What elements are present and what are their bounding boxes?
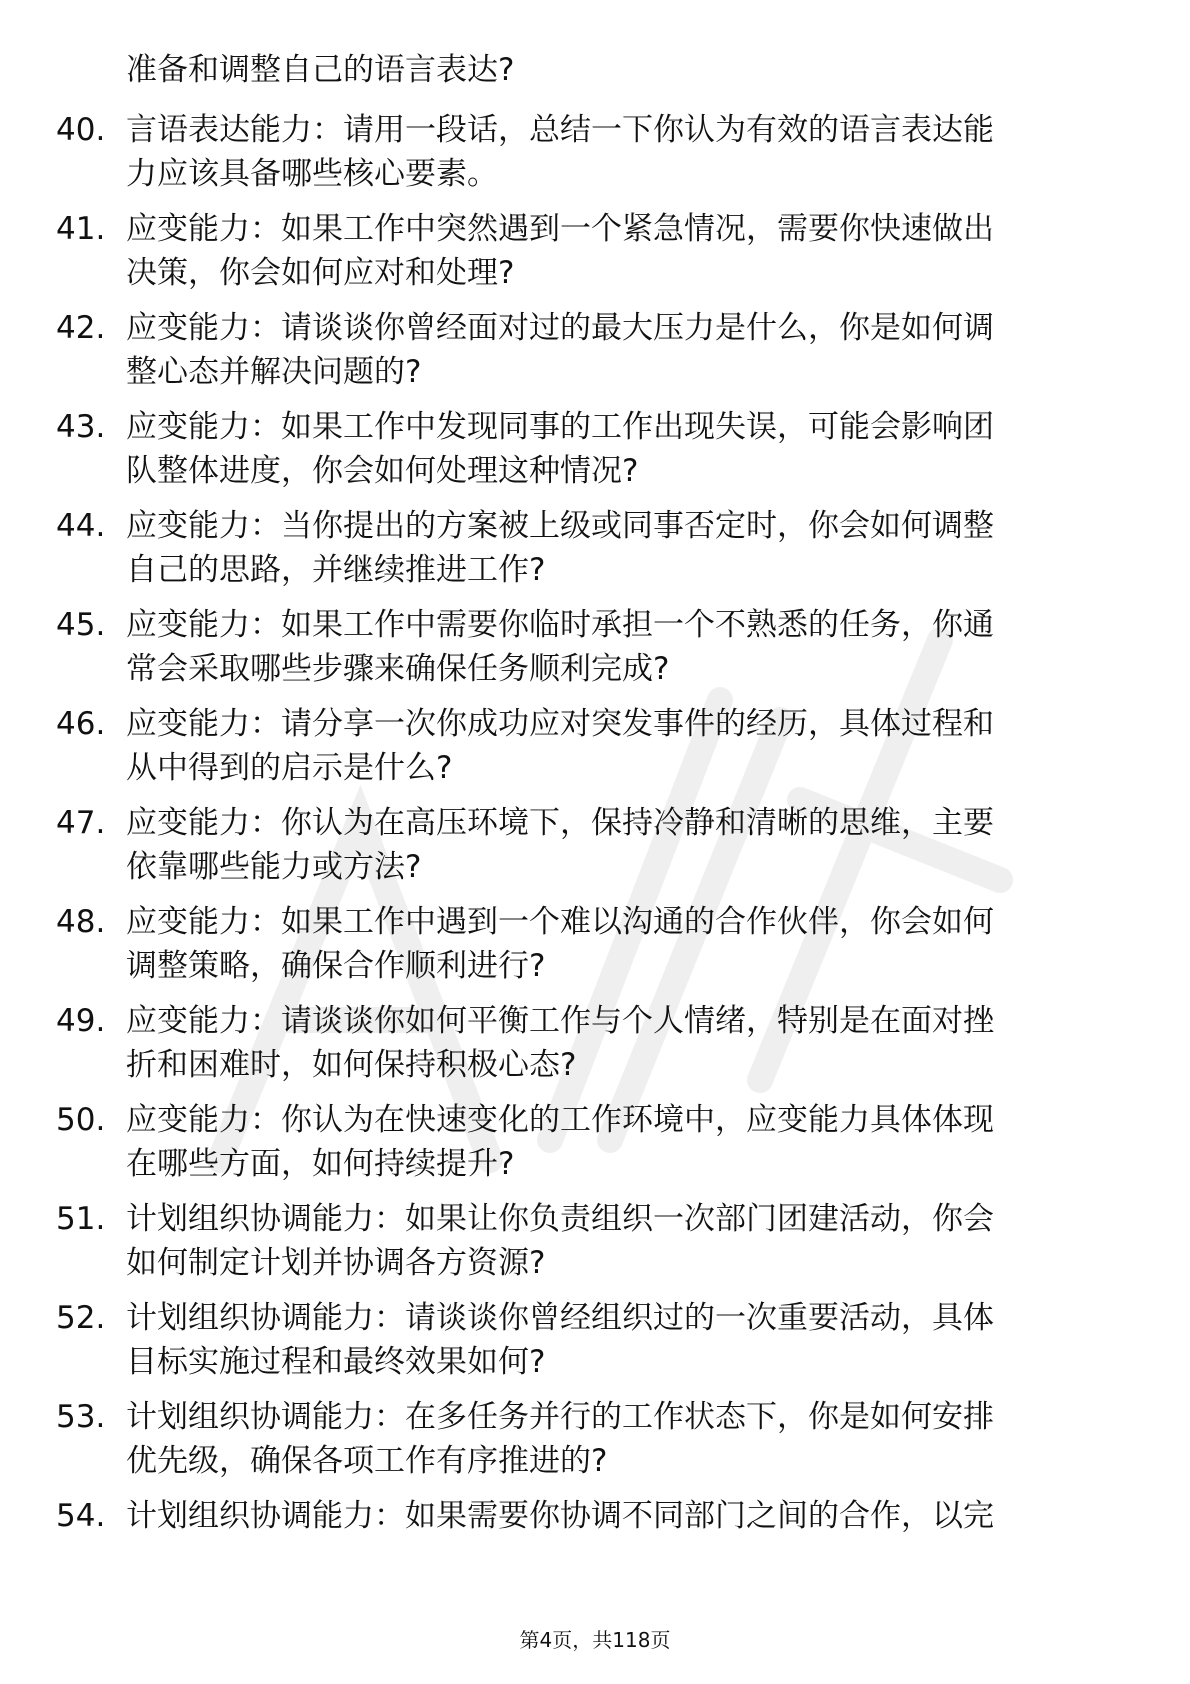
list-item xyxy=(0,1494,1190,1593)
question-text-line-2: 目标实施过程和最终效果如何? xyxy=(126,1344,546,1380)
question-number: 40. xyxy=(56,112,106,148)
question-text-line-1: 应变能力：如果工作中遇到一个难以沟通的合作伙伴，你会如何 xyxy=(126,904,994,940)
question-text-line-2: 依靠哪些能力或方法? xyxy=(126,849,422,885)
question-number: 44. xyxy=(56,508,106,544)
question-list xyxy=(0,108,1190,1593)
question-text-line-1: 言语表达能力：请用一段话，总结一下你认为有效的语言表达能 xyxy=(126,112,994,148)
list-item xyxy=(0,207,1190,306)
question-text-line-2: 折和困难时，如何保持积极心态? xyxy=(126,1047,577,1083)
question-text-line-2: 整心态并解决问题的? xyxy=(126,354,422,390)
list-item xyxy=(0,801,1190,900)
question-number: 48. xyxy=(56,904,106,940)
question-text-line-1: 应变能力：请谈谈你曾经面对过的最大压力是什么，你是如何调 xyxy=(126,310,994,346)
list-item xyxy=(0,405,1190,504)
page-footer: 第4页，共118页 xyxy=(519,1628,671,1652)
question-text-line-1: 应变能力：当你提出的方案被上级或同事否定时，你会如何调整 xyxy=(126,508,994,544)
question-number: 46. xyxy=(56,706,106,742)
question-number: 54. xyxy=(56,1498,106,1534)
question-number: 53. xyxy=(56,1399,106,1435)
question-number: 42. xyxy=(56,310,106,346)
question-text-line-1: 计划组织协调能力：如果需要你协调不同部门之间的合作，以完 xyxy=(126,1498,994,1534)
question-text-line-1: 计划组织协调能力：在多任务并行的工作状态下，你是如何安排 xyxy=(126,1399,994,1435)
question-number: 41. xyxy=(56,211,106,247)
list-item xyxy=(0,999,1190,1098)
continuation-line: 准备和调整自己的语言表达? xyxy=(126,52,515,88)
question-text-line-2: 调整策略，确保合作顺利进行? xyxy=(126,948,546,984)
question-text-line-2: 力应该具备哪些核心要素。 xyxy=(126,156,498,192)
question-number: 49. xyxy=(56,1003,106,1039)
question-text-line-1: 计划组织协调能力：请谈谈你曾经组织过的一次重要活动，具体 xyxy=(126,1300,994,1336)
list-item xyxy=(0,1395,1190,1494)
question-text-line-1: 计划组织协调能力：如果让你负责组织一次部门团建活动，你会 xyxy=(126,1201,994,1237)
question-number: 43. xyxy=(56,409,106,445)
question-text-line-1: 应变能力：请谈谈你如何平衡工作与个人情绪，特别是在面对挫 xyxy=(126,1003,994,1039)
question-text-line-2: 常会采取哪些步骤来确保任务顺利完成? xyxy=(126,651,670,687)
question-number: 45. xyxy=(56,607,106,643)
question-number: 52. xyxy=(56,1300,106,1336)
list-item xyxy=(0,1296,1190,1395)
question-number: 51. xyxy=(56,1201,106,1237)
list-item xyxy=(0,603,1190,702)
question-text-line-2: 在哪些方面，如何持续提升? xyxy=(126,1146,515,1182)
question-text-line-2: 从中得到的启示是什么? xyxy=(126,750,453,786)
question-text-line-1: 应变能力：你认为在快速变化的工作环境中，应变能力具体体现 xyxy=(126,1102,994,1138)
question-number: 47. xyxy=(56,805,106,841)
question-text-line-2: 如何制定计划并协调各方资源? xyxy=(126,1245,546,1281)
question-text-line-2: 自己的思路，并继续推进工作? xyxy=(126,552,546,588)
question-text-line-2: 决策，你会如何应对和处理? xyxy=(126,255,515,291)
list-item xyxy=(0,306,1190,405)
question-text-line-2: 优先级，确保各项工作有序推进的? xyxy=(126,1443,608,1479)
list-item xyxy=(0,1098,1190,1197)
question-text-line-2: 队整体进度，你会如何处理这种情况? xyxy=(126,453,639,489)
question-text-line-1: 应变能力：如果工作中发现同事的工作出现失误，可能会影响团 xyxy=(126,409,994,445)
question-text-line-1: 应变能力：如果工作中需要你临时承担一个不熟悉的任务，你通 xyxy=(126,607,994,643)
list-item xyxy=(0,504,1190,603)
question-text-line-1: 应变能力：请分享一次你成功应对突发事件的经历，具体过程和 xyxy=(126,706,994,742)
list-item xyxy=(0,1197,1190,1296)
list-item xyxy=(0,900,1190,999)
list-item xyxy=(0,702,1190,801)
question-number: 50. xyxy=(56,1102,106,1138)
question-text-line-1: 应变能力：你认为在高压环境下，保持冷静和清晰的思维，主要 xyxy=(126,805,994,841)
list-item xyxy=(0,108,1190,207)
question-text-line-1: 应变能力：如果工作中突然遇到一个紧急情况，需要你快速做出 xyxy=(126,211,994,247)
